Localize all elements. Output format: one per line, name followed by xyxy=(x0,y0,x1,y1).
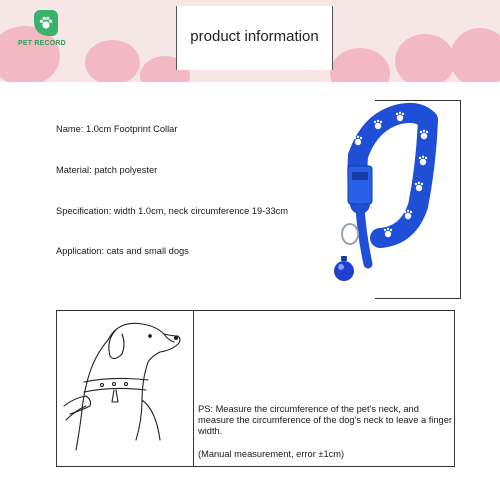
brand-logo[interactable] xyxy=(18,10,76,54)
spec-material: Material: patch polyester xyxy=(56,165,158,175)
page-title: product information xyxy=(190,28,319,45)
dog-neck-measure-icon xyxy=(56,310,192,465)
measurement-error-note: (Manual measurement, error ±1cm) xyxy=(198,449,345,459)
decor-blob xyxy=(395,34,455,82)
decor-blob xyxy=(330,48,390,82)
spec-application: Application: cats and small dogs xyxy=(56,246,189,256)
brand-name: PET RECORD xyxy=(18,40,66,47)
paw-logo-icon xyxy=(34,10,58,36)
decor-blob xyxy=(450,28,500,82)
spec-specification: Specification: width 1.0cm, neck circumference 19-33cm xyxy=(56,206,289,216)
paw-print-collar-icon xyxy=(300,96,445,296)
spec-name: Name: 1.0cm Footprint Collar xyxy=(56,124,178,134)
ps-frame xyxy=(192,310,455,467)
measurement-note: PS: Measure the circumference of the pet's neck, and measure the circumference of the dog's neck to leave a finger width. xyxy=(198,404,452,436)
decor-blob xyxy=(85,40,140,82)
title-box xyxy=(176,6,333,70)
